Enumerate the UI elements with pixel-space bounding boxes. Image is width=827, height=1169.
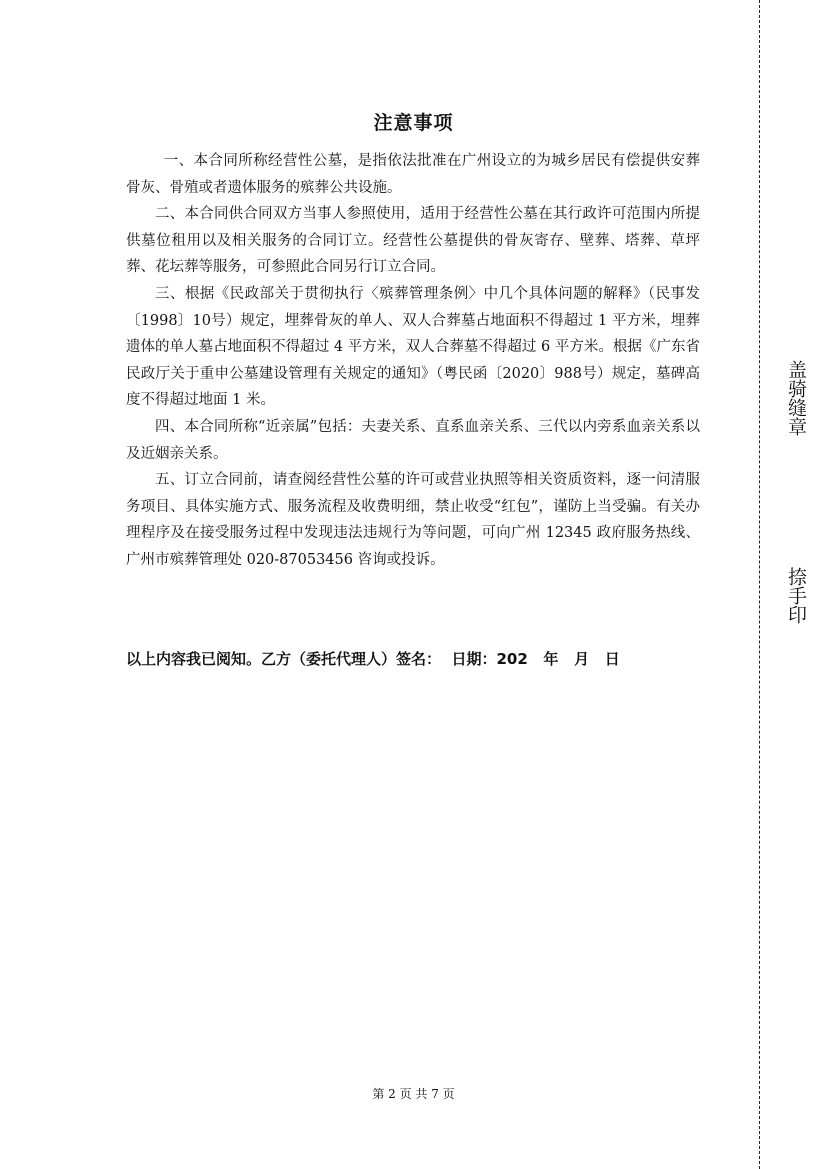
notice-paragraph-5: 五、订立合同前，请查阅经营性公墓的许可或营业执照等相关资质资料，逐一问清服务项目、具体实施方式、服务流程及收费明细，禁止收受“红包”，谨防上当受骗。有关办理程序及在接受服务过程中发现违法违规行为等问题，可向广州 12345 政府服务热线、广州市殡葬管理处 020-87053456 咨询或投诉。 — [126, 472, 700, 568]
notice-body — [126, 148, 700, 574]
acknowledgement-signature-line: 以上内容我已阅知。乙方（委托代理人）签名： 日期：202 年 月 日 — [126, 650, 620, 668]
seam-seal-label: 盖骑缝章 — [785, 360, 807, 436]
notice-paragraph-4: 四、本合同所称“近亲属”包括：夫妻关系、直系血亲关系、三代以内旁系血亲关系以及近姻亲关系。 — [126, 418, 700, 462]
seam-dashed-line — [759, 0, 760, 1169]
notice-paragraph-1: 一、本合同所称经营性公墓，是指依法批准在广州设立的为城乡居民有偿提供安葬骨灰、骨殖或者遗体服务的殡葬公共设施。 — [126, 153, 700, 196]
page-number: 第 2 页 共 7 页 — [372, 1087, 455, 1101]
notice-paragraph-2: 二、本合同供合同双方当事人参照使用，适用于经营性公墓在其行政许可范围内所提供墓位租用以及相关服务的合同订立。经营性公墓提供的骨灰寄存、壁葬、塔葬、草坪葬、花坛葬等服务，可参照此合同另行订立合同。 — [126, 206, 700, 276]
page-title: 注意事项 — [373, 112, 454, 134]
thumbprint-label: 捺手印 — [785, 567, 807, 624]
notice-paragraph-3: 三、根据《民政部关于贯彻执行〈殡葬管理条例〉中几个具体问题的解释》（民事发〔1998〕10号）规定，埋葬骨灰的单人、双人合葬墓占地面积不得超过 1 平方米，埋葬遗体的单人墓占地面积不得超过 4 平方米，双人合葬墓不得超过 6 平方米。根据《广东省民政厅关于重申公墓建设管理有关规定的通知》（粤民函〔2020〕988号）规定，墓碑高度不得超过地面 1 米。 — [126, 285, 700, 409]
